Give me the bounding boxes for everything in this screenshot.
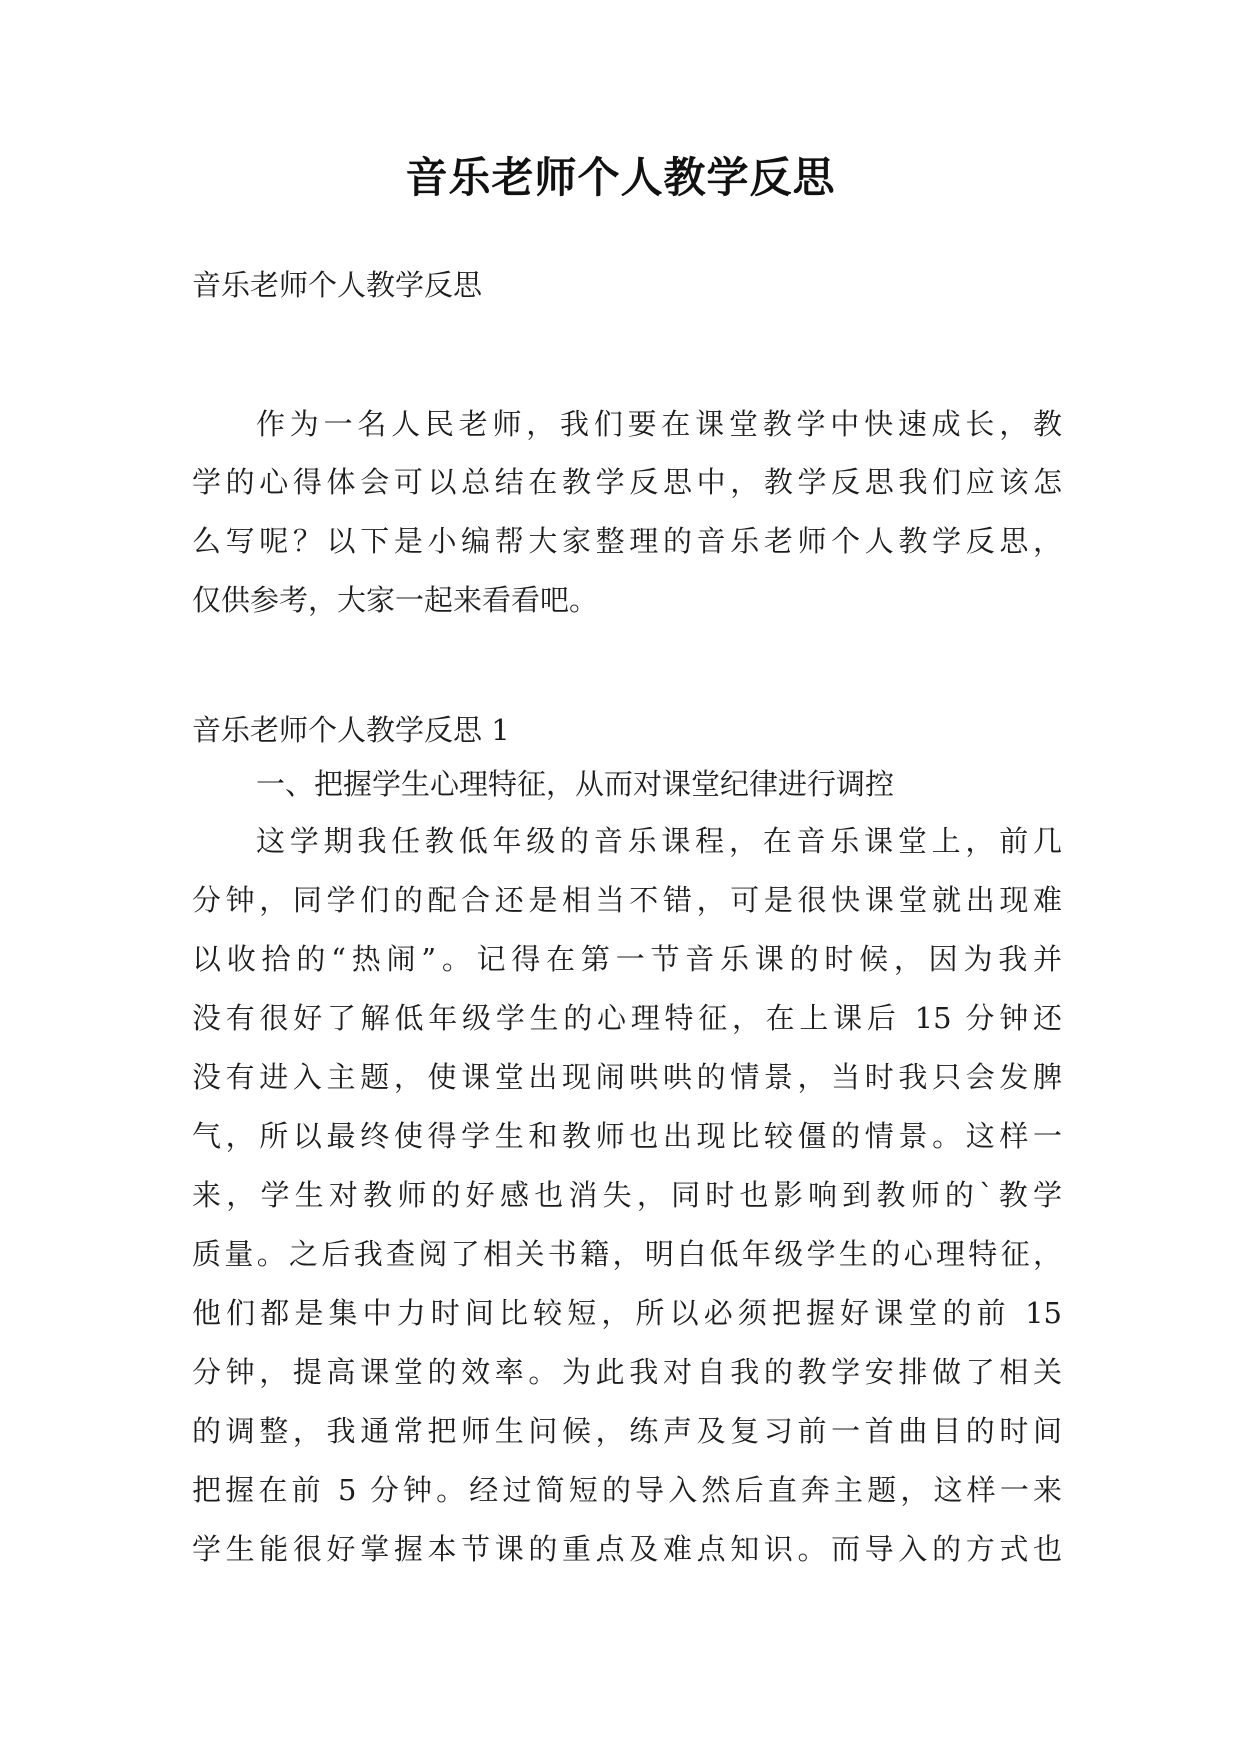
body-line: 以收拾的“热闹”。记得在第一节音乐课的时候，因为我并 <box>192 942 1062 976</box>
body-line: 他们都是集中力时间比较短，所以必须把握好课堂的前 15 <box>192 1296 1062 1330</box>
document-subtitle: 音乐老师个人教学反思 <box>192 268 483 302</box>
point-heading: 一、把握学生心理特征，从而对课堂纪律进行调控 <box>256 767 895 801</box>
body-line: 把握在前 5 分钟。经过简短的导入然后直奔主题，这样一来 <box>192 1473 1062 1507</box>
body-line: 的调整，我通常把师生问候，练声及复习前一首曲目的时间 <box>192 1414 1062 1448</box>
body-line: 质量。之后我查阅了相关书籍，明白低年级学生的心理特征， <box>192 1237 1062 1271</box>
body-line: 学生能很好掌握本节课的重点及难点知识。而导入的方式也 <box>192 1532 1062 1566</box>
section-heading: 音乐老师个人教学反思 1 <box>192 713 510 747</box>
body-line: 没有进入主题，使课堂出现闹哄哄的情景，当时我只会发脾 <box>192 1060 1062 1094</box>
body-line: 气，所以最终使得学生和教师也出现比较僵的情景。这样一 <box>192 1119 1062 1153</box>
body-line: 分钟，提高课堂的效率。为此我对自我的教学安排做了相关 <box>192 1355 1062 1389</box>
body-line: 这学期我任教低年级的音乐课程，在音乐课堂上，前几 <box>256 824 1062 858</box>
intro-line: 作为一名人民老师，我们要在课堂教学中快速成长，教 <box>256 407 1062 441</box>
intro-line: 学的心得体会可以总结在教学反思中，教学反思我们应该怎 <box>192 465 1062 499</box>
body-line: 来，学生对教师的好感也消失，同时也影响到教师的`教学 <box>192 1178 1062 1212</box>
intro-line: 仅供参考，大家一起来看看吧。 <box>192 583 599 617</box>
document-title: 音乐老师个人教学反思 <box>405 153 836 202</box>
intro-line: 么写呢？以下是小编帮大家整理的音乐老师个人教学反思， <box>192 524 1062 558</box>
body-line: 分钟，同学们的配合还是相当不错，可是很快课堂就出现难 <box>192 883 1062 917</box>
body-line: 没有很好了解低年级学生的心理特征，在上课后 15 分钟还 <box>192 1001 1062 1035</box>
